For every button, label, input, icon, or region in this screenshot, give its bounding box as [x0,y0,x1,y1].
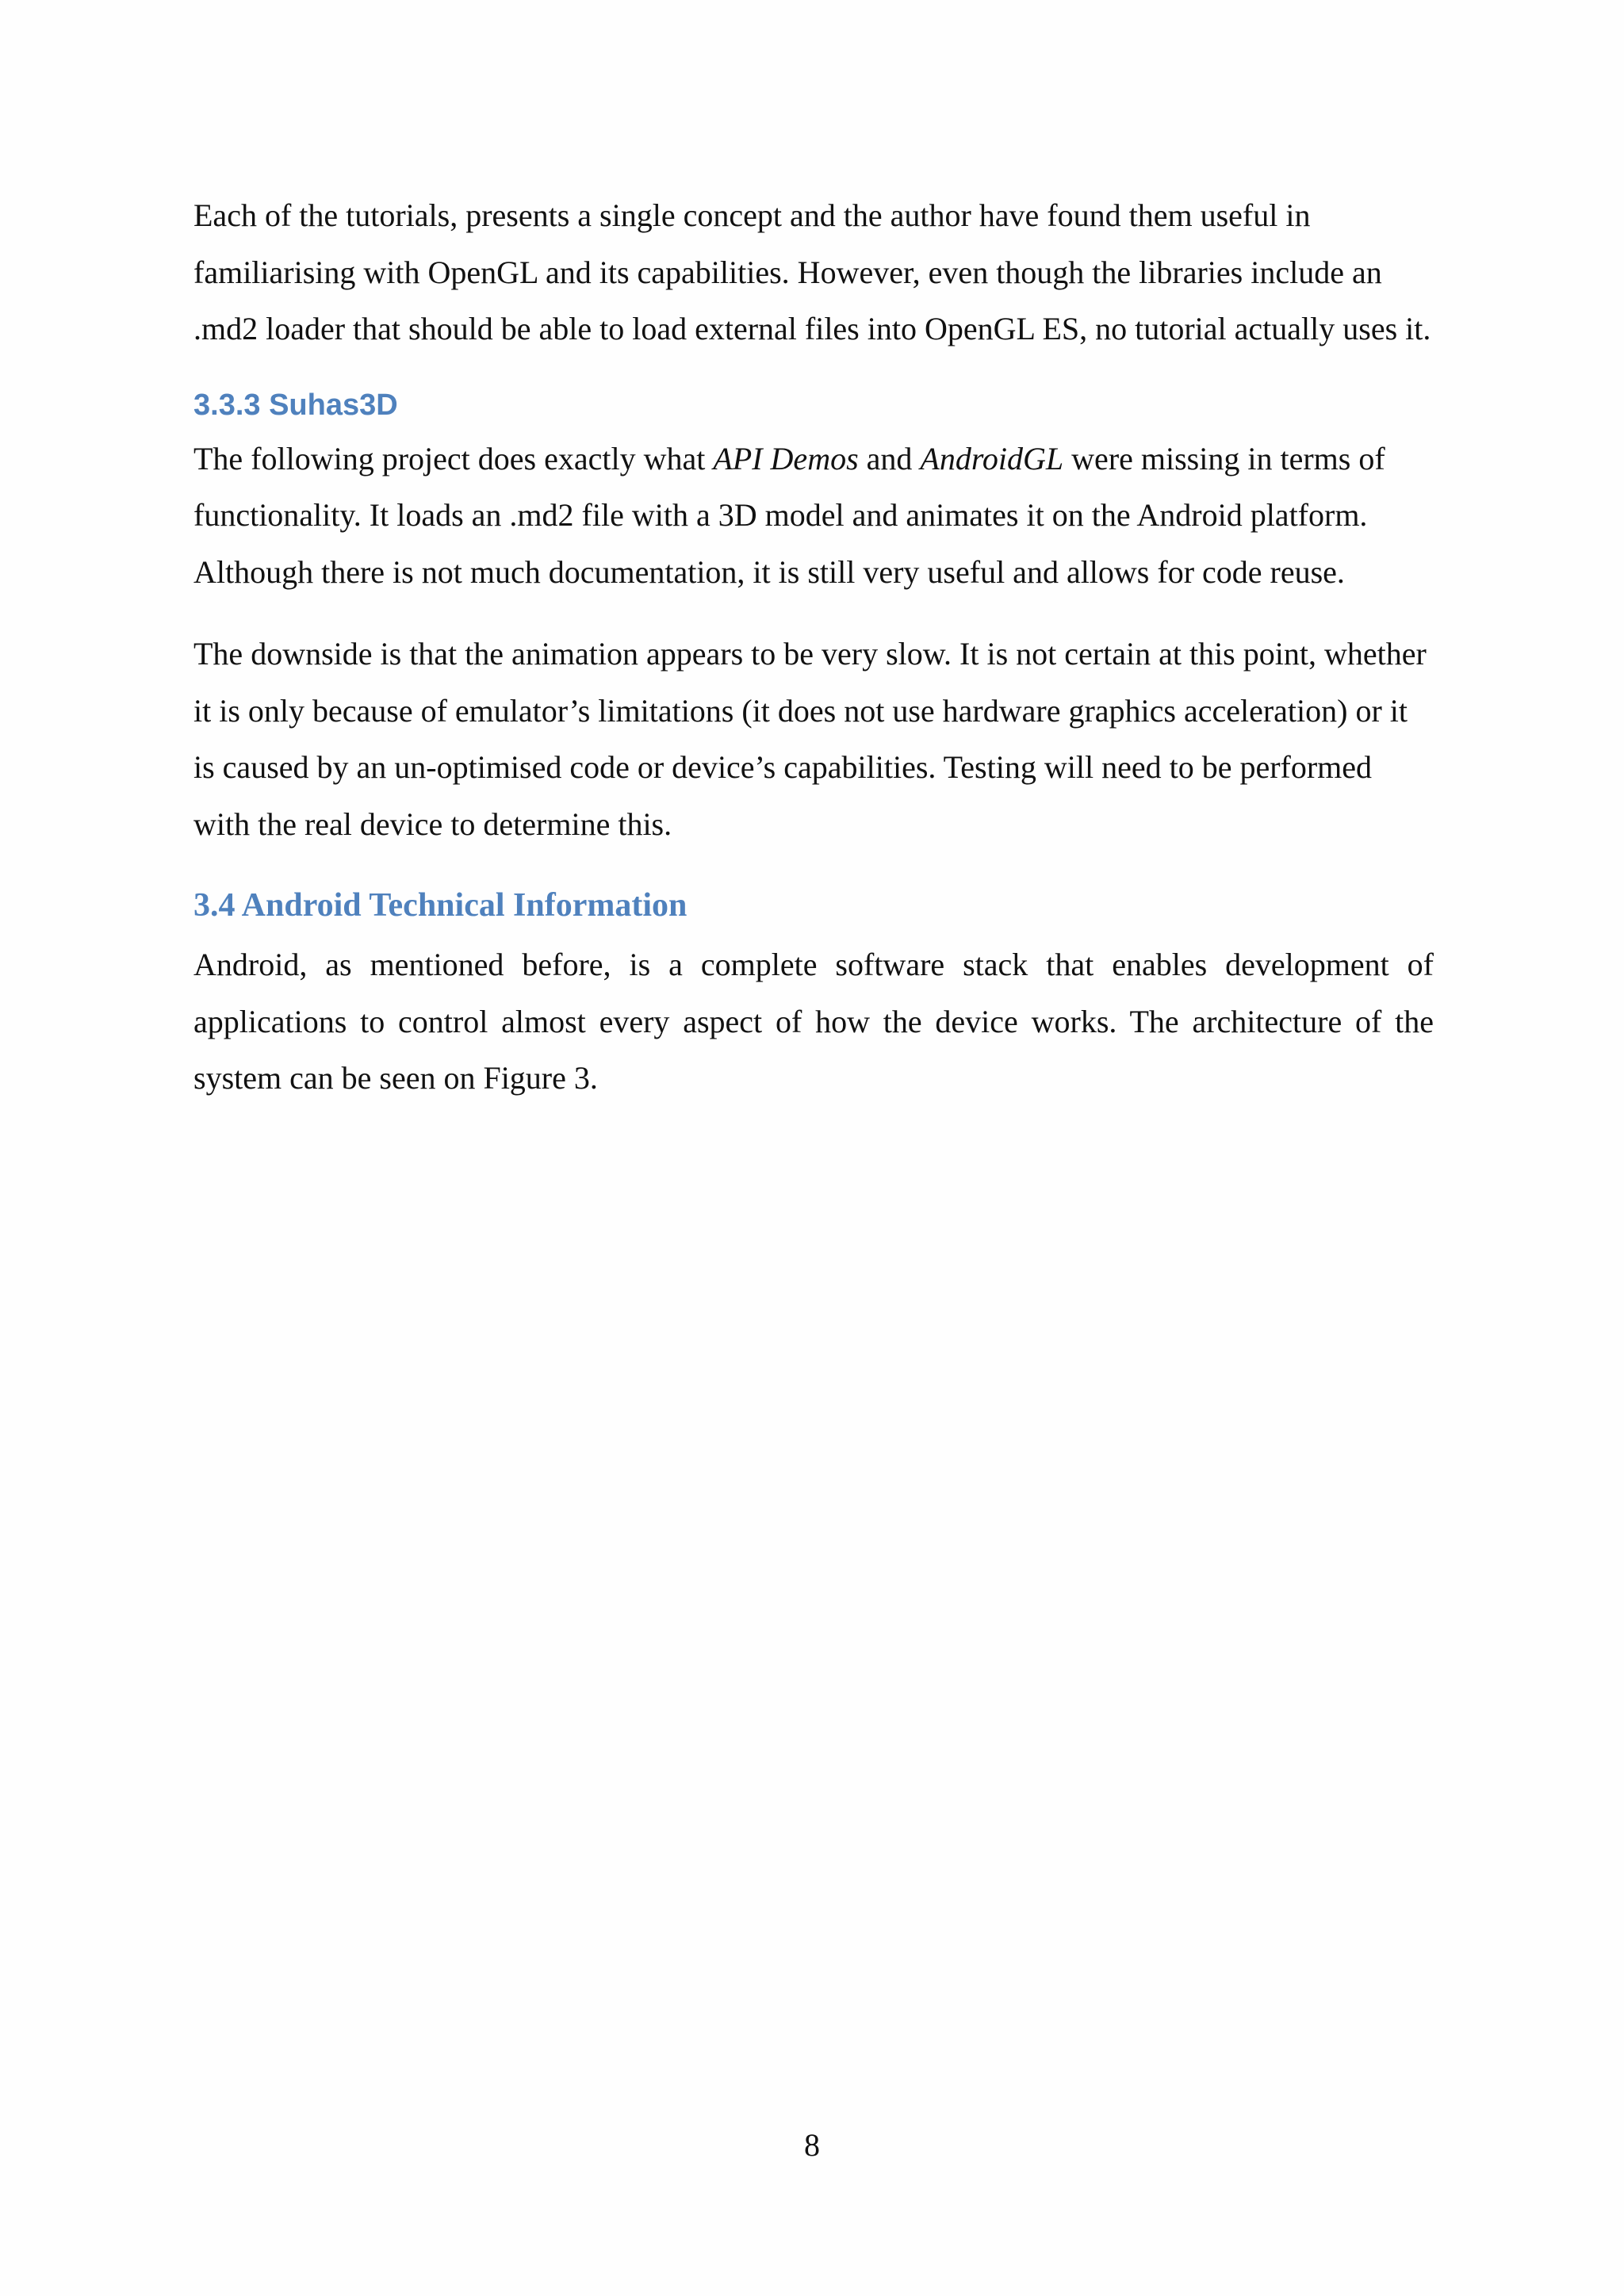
androidgl-emphasis: AndroidGL [920,440,1064,476]
paragraph-suhas3d-text-3: were missing in terms of functionality. It loads an .md2 file with a 3D model and animates it on the Android platform. Although there is not much documentation, it is still very useful and allows for code reuse. [193,440,1385,590]
paragraph-android-architecture: Android, as mentioned before, is a complete software stack that enables development of applications to control almost every aspect of how the device works. The architecture of the system can be seen on Figure 3. [193,947,1434,1096]
heading-suhas3d: 3.3.3 Suhas3D [193,388,398,422]
heading-android-technical-information: 3.4 Android Technical Information [193,887,688,924]
api-demos-emphasis: API Demos [713,440,859,476]
paragraph-suhas3d [193,430,1434,601]
page-content [193,187,1434,1107]
paragraph-suhas3d-text-1: The following project does exactly what [193,440,714,476]
page-number: 8 [804,2127,820,2163]
paragraph-suhas3d-text-2: and [858,440,921,476]
paragraph-downside: The downside is that the animation appears to be very slow. It is not certain at this point, whether it is only because of emulator’s limitations (it does not use hardware graphics acceleration) or it is caused by an un-optimised code or device’s capabilities. Testing will need to be performed with the real device to determine this. [193,636,1427,842]
paragraph-gap [193,600,1434,626]
paragraph-tutorials: Each of the tutorials, presents a single concept and the author have found them useful in familiarising with OpenGL and its capabilities. However, even though the libraries include an .md2 loader that should be able to load external files into OpenGL ES, no tutorial actually uses it. [193,197,1431,346]
